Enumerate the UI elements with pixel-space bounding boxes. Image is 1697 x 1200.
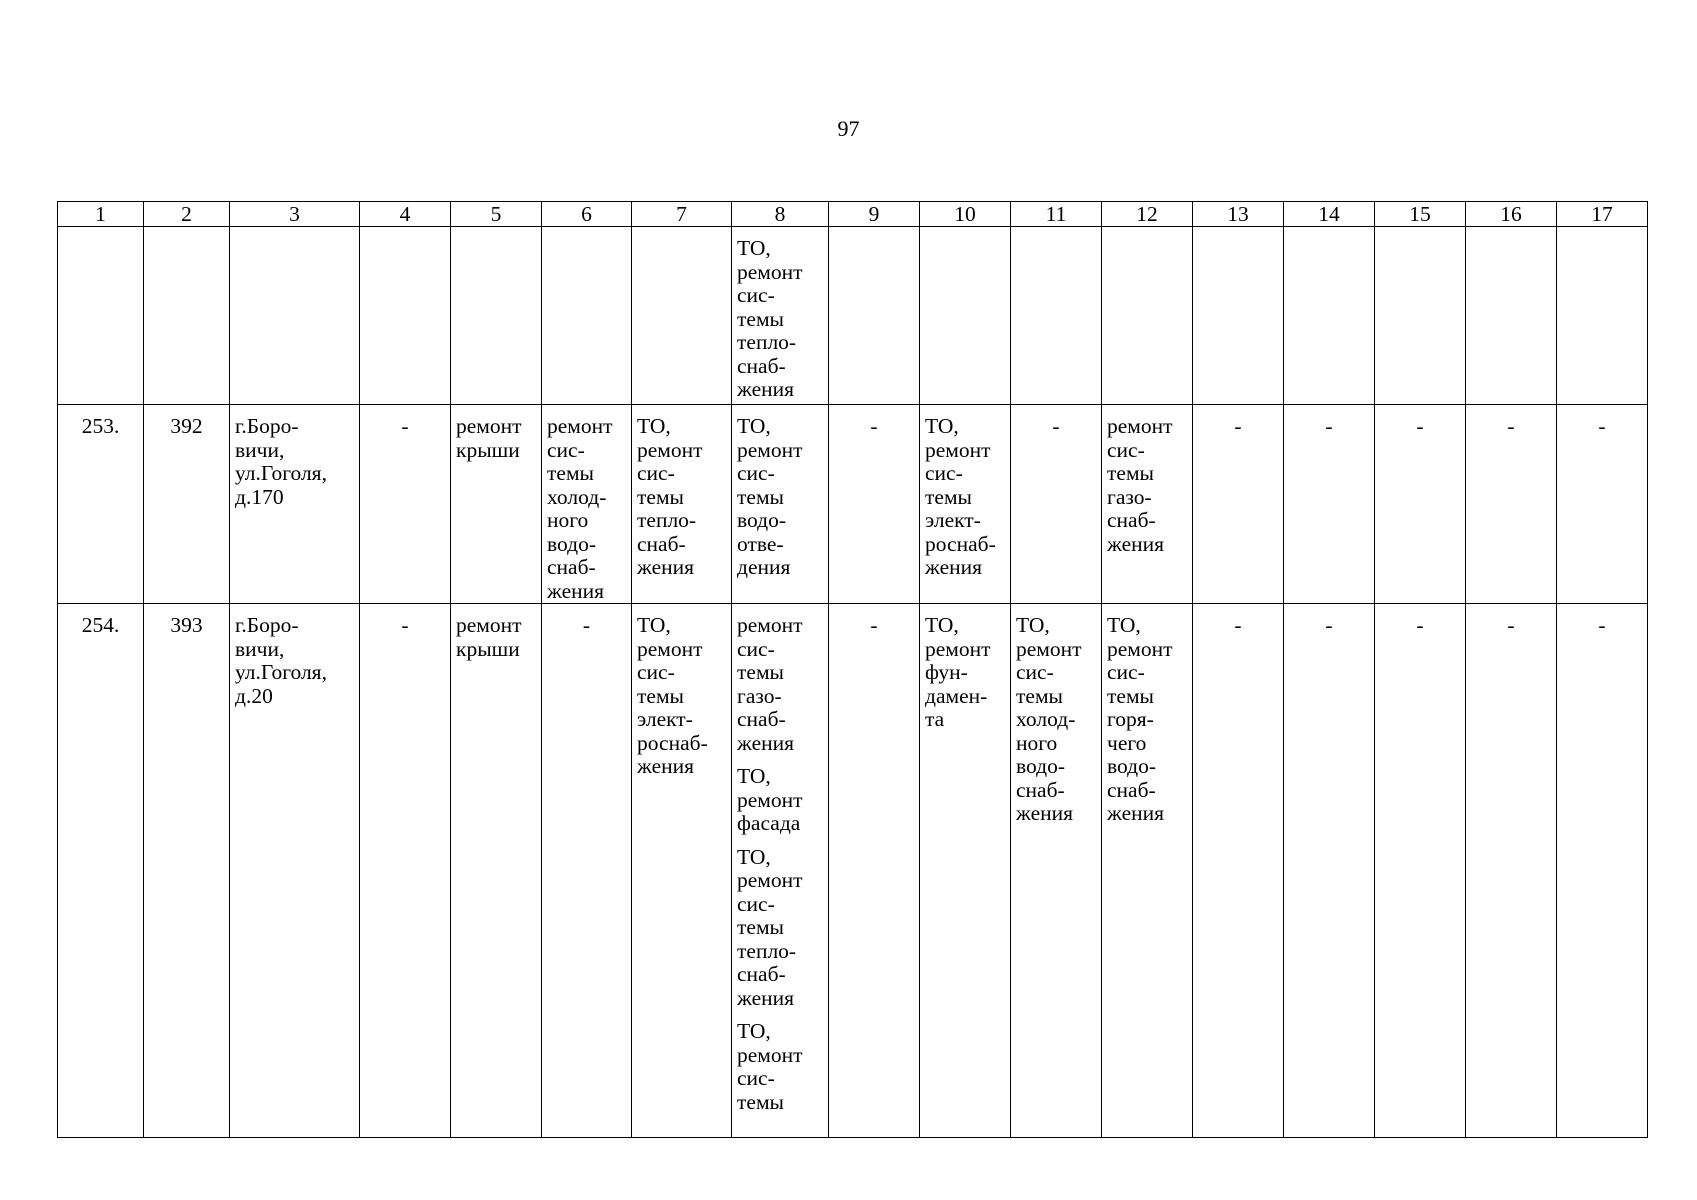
cell-text-line: снаб- bbox=[547, 555, 596, 579]
cell-content bbox=[360, 604, 450, 638]
table-cell bbox=[451, 227, 542, 405]
cell-text-line: фун- bbox=[925, 660, 968, 684]
cell-text-line: ТО, bbox=[925, 414, 959, 438]
cell-text-line: ремонт bbox=[737, 259, 803, 284]
cell-content bbox=[360, 405, 450, 439]
cell-content bbox=[1284, 604, 1374, 638]
cell-text-line: ремонт bbox=[456, 414, 522, 438]
cell-text-line: ного bbox=[547, 508, 589, 532]
table-cell bbox=[360, 405, 451, 604]
cell-text-line: тепло- bbox=[637, 508, 697, 532]
cell-text-line: темы bbox=[637, 683, 684, 708]
table-cell bbox=[1466, 405, 1557, 604]
cell-text-line: сис- bbox=[737, 461, 775, 485]
cell-entry bbox=[1193, 614, 1283, 638]
table-cell bbox=[1375, 604, 1466, 1138]
table-cell bbox=[1466, 227, 1557, 405]
cell-text-line: ремонт bbox=[737, 787, 803, 812]
cell-entry bbox=[1557, 614, 1647, 638]
cell-text-line: элект- bbox=[637, 707, 693, 731]
table-cell bbox=[542, 604, 632, 1138]
cell-text-line: - bbox=[1325, 414, 1333, 438]
cell-text-line: ремонт bbox=[637, 636, 703, 661]
cell-content bbox=[732, 405, 828, 580]
cell-text-line: темы bbox=[737, 484, 784, 509]
cell-content bbox=[632, 405, 731, 580]
cell-text-line: чего bbox=[1107, 730, 1147, 755]
cell-text-line: дения bbox=[737, 555, 791, 579]
cell-content bbox=[829, 227, 919, 237]
cell-text-line: сис- bbox=[737, 283, 775, 307]
cell-text-line: темы bbox=[637, 484, 684, 509]
column-number: 12 bbox=[1102, 202, 1193, 227]
cell-content bbox=[1193, 227, 1283, 237]
table-cell bbox=[1011, 604, 1102, 1138]
cell-text-line: - bbox=[1234, 613, 1242, 637]
cell-text-line: - bbox=[870, 414, 878, 438]
cell-text-line: газо- bbox=[737, 683, 782, 708]
table-cell bbox=[451, 405, 542, 604]
cell-text-line: роснаб- bbox=[637, 730, 708, 755]
cell-entry bbox=[637, 614, 729, 779]
table-cell bbox=[451, 604, 542, 1138]
cell-text-line: сис- bbox=[737, 891, 775, 916]
table-cell bbox=[1557, 405, 1648, 604]
table-cell bbox=[829, 604, 920, 1138]
table-cell bbox=[58, 405, 144, 604]
table-cell bbox=[732, 227, 829, 405]
cell-text-line: жения bbox=[925, 555, 983, 579]
table-cell bbox=[920, 227, 1011, 405]
table-cell bbox=[1102, 604, 1193, 1138]
cell-entry bbox=[1557, 415, 1647, 439]
column-number: 11 bbox=[1011, 202, 1102, 227]
cell-content bbox=[230, 604, 359, 708]
cell-text-line: - bbox=[870, 613, 878, 637]
cell-content bbox=[1193, 405, 1283, 439]
table-cell bbox=[829, 227, 920, 405]
cell-content bbox=[1375, 604, 1465, 638]
cell-text-line: ремонт bbox=[637, 437, 703, 462]
cell-text-line: жения bbox=[547, 578, 605, 603]
cell-text-line: - bbox=[1234, 414, 1242, 438]
cell-entry bbox=[235, 614, 357, 708]
cell-entry bbox=[1011, 415, 1101, 439]
cell-text-line: жения bbox=[737, 730, 795, 755]
cell-entry bbox=[1375, 614, 1465, 638]
table-cell bbox=[1375, 405, 1466, 604]
cell-text-line: жения bbox=[637, 555, 695, 579]
cell-text-line: ремонт bbox=[1107, 636, 1173, 661]
cell-entry bbox=[737, 846, 826, 1011]
cell-text-line: - bbox=[1325, 613, 1333, 637]
cell-content bbox=[1102, 405, 1192, 556]
table-cell bbox=[632, 227, 732, 405]
cell-text-line: ремонт bbox=[456, 613, 522, 637]
cell-content bbox=[1011, 227, 1101, 237]
cell-content bbox=[920, 604, 1010, 732]
cell-entry bbox=[829, 415, 919, 439]
cell-text-line: - bbox=[1052, 414, 1060, 438]
table-cell bbox=[1557, 604, 1648, 1138]
table-cell bbox=[1284, 227, 1375, 405]
cell-text-line: ремонт bbox=[1107, 414, 1173, 438]
cell-text-line: - bbox=[1416, 414, 1424, 438]
table-cell bbox=[732, 405, 829, 604]
cell-text-line: тепло- bbox=[737, 938, 797, 963]
table-cell bbox=[58, 604, 144, 1138]
cell-text-line: ремонт bbox=[737, 613, 803, 637]
cell-text-line: д.20 bbox=[235, 683, 273, 708]
cell-content bbox=[451, 405, 541, 462]
cell-text-line: крыши bbox=[456, 636, 520, 661]
cell-text-line: сис- bbox=[1107, 437, 1145, 462]
table-cell bbox=[58, 227, 144, 405]
table-cell bbox=[920, 604, 1011, 1138]
table-cell bbox=[732, 604, 829, 1138]
cell-text-line: вичи, bbox=[235, 636, 285, 661]
cell-content bbox=[1375, 405, 1465, 439]
cell-text-line: ТО, bbox=[737, 1019, 771, 1043]
cell-text-line: темы bbox=[547, 461, 594, 485]
cell-text-line: холод- bbox=[547, 484, 607, 509]
table-cell bbox=[920, 405, 1011, 604]
cell-text-line: ТО, bbox=[1016, 613, 1050, 637]
cell-content bbox=[732, 227, 828, 402]
table-cell bbox=[144, 405, 230, 604]
table-cell bbox=[1284, 604, 1375, 1138]
cell-entry bbox=[1016, 614, 1099, 826]
cell-entry bbox=[542, 614, 631, 638]
column-number: 9 bbox=[829, 202, 920, 227]
cell-entry bbox=[1107, 415, 1190, 556]
table-cell bbox=[1284, 405, 1375, 604]
page-number: 97 bbox=[837, 116, 860, 141]
cell-entry bbox=[1466, 614, 1556, 638]
cell-content bbox=[632, 227, 731, 237]
cell-text-line: д.170 bbox=[235, 484, 284, 509]
cell-text-line: ремонт bbox=[547, 414, 613, 438]
cell-text-line: темы bbox=[1107, 683, 1154, 708]
cell-text-line: г.Боро- bbox=[235, 414, 299, 438]
cell-text-line: холод- bbox=[1016, 707, 1076, 731]
cell-text-line: ТО, bbox=[925, 613, 959, 637]
table-cell bbox=[1193, 227, 1284, 405]
cell-text-line: ного bbox=[1016, 730, 1058, 755]
table-cell bbox=[144, 227, 230, 405]
cell-entry bbox=[925, 415, 1008, 580]
cell-text-line: сис- bbox=[547, 437, 585, 462]
cell-content bbox=[920, 227, 1010, 237]
cell-text-line: роснаб- bbox=[925, 531, 996, 556]
cell-text-line: ТО, bbox=[737, 236, 771, 260]
table-cell bbox=[1193, 405, 1284, 604]
cell-text-line: ул.Гоголя, bbox=[235, 461, 327, 485]
table-cell bbox=[1557, 227, 1648, 405]
cell-text-line: ТО, bbox=[737, 764, 771, 788]
table-cell bbox=[230, 405, 360, 604]
column-number: 6 bbox=[542, 202, 632, 227]
cell-entry bbox=[360, 415, 450, 439]
cell-entry bbox=[925, 614, 1008, 732]
cell-entry bbox=[235, 415, 357, 509]
cell-text-line: темы bbox=[737, 306, 784, 331]
cell-content bbox=[144, 604, 229, 638]
cell-text-line: сис- bbox=[1016, 660, 1054, 684]
cell-content bbox=[58, 227, 143, 237]
cell-text-line: жения bbox=[1107, 801, 1165, 825]
column-number: 14 bbox=[1284, 202, 1375, 227]
table-cell bbox=[1193, 604, 1284, 1138]
cell-text-line: сис- bbox=[637, 660, 675, 684]
cell-content bbox=[829, 604, 919, 638]
cell-text-line: ТО, bbox=[637, 613, 671, 637]
table-cell bbox=[230, 227, 360, 405]
cell-text-line: 393 bbox=[170, 613, 203, 637]
cell-text-line: жения bbox=[637, 754, 695, 778]
cell-content bbox=[1011, 604, 1101, 826]
table-cell bbox=[1466, 604, 1557, 1138]
cell-entry bbox=[737, 237, 826, 402]
cell-text-line: сис- bbox=[737, 1066, 775, 1090]
table-row bbox=[58, 227, 1648, 405]
cell-text-line: 253. bbox=[81, 414, 120, 438]
cell-content bbox=[1557, 405, 1647, 439]
cell-content bbox=[230, 227, 359, 237]
table-cell bbox=[1102, 227, 1193, 405]
cell-entry bbox=[829, 614, 919, 638]
cell-entry bbox=[456, 614, 539, 661]
cell-content bbox=[451, 604, 541, 661]
cell-text-line: ТО, bbox=[1107, 613, 1141, 637]
cell-text-line: темы bbox=[737, 660, 784, 684]
cell-content bbox=[829, 405, 919, 439]
cell-content bbox=[144, 227, 229, 237]
cell-text-line: ремонт bbox=[737, 437, 803, 462]
cell-text-line: ремонт bbox=[737, 1042, 803, 1067]
column-number: 8 bbox=[732, 202, 829, 227]
cell-text-line: дамен- bbox=[925, 683, 988, 708]
cell-content bbox=[360, 227, 450, 237]
cell-text-line: водо- bbox=[737, 508, 786, 532]
cell-content bbox=[1011, 405, 1101, 439]
cell-entry bbox=[1466, 415, 1556, 439]
cell-content bbox=[1557, 227, 1647, 237]
cell-text-line: - bbox=[401, 613, 409, 637]
cell-text-line: сис- bbox=[1107, 660, 1145, 684]
column-number: 1 bbox=[58, 202, 144, 227]
cell-entry bbox=[58, 415, 143, 439]
cell-text-line: снаб- bbox=[637, 531, 686, 556]
cell-text-line: фасада bbox=[737, 811, 801, 835]
cell-text-line: ремонт bbox=[1016, 636, 1082, 661]
cell-content bbox=[1466, 405, 1556, 439]
cell-text-line: водо- bbox=[1016, 754, 1065, 778]
cell-text-line: крыши bbox=[456, 437, 520, 462]
cell-entry bbox=[456, 415, 539, 462]
table-cell bbox=[829, 405, 920, 604]
cell-content bbox=[1466, 604, 1556, 638]
cell-text-line: ул.Гоголя, bbox=[235, 660, 327, 684]
cell-text-line: жения bbox=[737, 985, 795, 1010]
cell-text-line: ТО, bbox=[637, 414, 671, 438]
cell-text-line: водо- bbox=[547, 531, 596, 556]
table-cell bbox=[1102, 405, 1193, 604]
cell-entry bbox=[637, 415, 729, 580]
cell-text-line: водо- bbox=[1107, 754, 1156, 778]
cell-text-line: снаб- bbox=[737, 962, 786, 986]
cell-text-line: темы bbox=[925, 484, 972, 509]
table-cell bbox=[1375, 227, 1466, 405]
cell-text-line: вичи, bbox=[235, 437, 285, 462]
cell-content bbox=[1102, 604, 1192, 826]
cell-entry bbox=[144, 415, 229, 439]
column-number: 3 bbox=[230, 202, 360, 227]
cell-text-line: 392 bbox=[170, 414, 203, 438]
cell-text-line: тепло- bbox=[737, 330, 797, 354]
cell-entry bbox=[737, 1020, 826, 1114]
table-row bbox=[58, 604, 1648, 1138]
column-number: 2 bbox=[144, 202, 230, 227]
cell-text-line: снаб- bbox=[1107, 508, 1156, 532]
cell-text-line: темы bbox=[737, 915, 784, 939]
column-number: 13 bbox=[1193, 202, 1284, 227]
repair-schedule-table bbox=[57, 201, 1648, 1138]
column-number: 15 bbox=[1375, 202, 1466, 227]
cell-content bbox=[1284, 405, 1374, 439]
table-cell bbox=[542, 405, 632, 604]
cell-text-line: ТО, bbox=[737, 414, 771, 438]
cell-content bbox=[144, 405, 229, 439]
cell-text-line: сис- bbox=[925, 461, 963, 485]
cell-entry bbox=[737, 765, 826, 836]
cell-entry bbox=[1284, 415, 1374, 439]
cell-content bbox=[1557, 604, 1647, 638]
cell-text-line: снаб- bbox=[1016, 777, 1065, 802]
cell-content bbox=[632, 604, 731, 779]
cell-text-line: - bbox=[1416, 613, 1424, 637]
table-cell bbox=[230, 604, 360, 1138]
cell-text-line: - bbox=[1507, 613, 1515, 637]
cell-text-line: элект- bbox=[925, 508, 981, 532]
cell-text-line: жения bbox=[1107, 531, 1165, 556]
table-cell bbox=[632, 405, 732, 604]
cell-content bbox=[732, 604, 828, 1114]
table-cell bbox=[360, 604, 451, 1138]
table-cell bbox=[144, 604, 230, 1138]
cell-text-line: темы bbox=[1107, 461, 1154, 485]
cell-content bbox=[542, 227, 631, 237]
cell-text-line: темы bbox=[1016, 683, 1063, 708]
cell-content bbox=[542, 604, 631, 638]
cell-text-line: ремонт bbox=[925, 636, 991, 661]
cell-text-line: снаб- bbox=[737, 707, 786, 731]
cell-text-line: жения bbox=[737, 377, 795, 401]
cell-content bbox=[1284, 227, 1374, 237]
cell-content bbox=[230, 405, 359, 509]
table-cell bbox=[1011, 405, 1102, 604]
cell-text-line: темы bbox=[737, 1089, 784, 1114]
cell-text-line: газо- bbox=[1107, 484, 1152, 509]
table-row bbox=[58, 405, 1648, 604]
cell-content bbox=[1375, 227, 1465, 237]
cell-text-line: - bbox=[401, 414, 409, 438]
column-number: 5 bbox=[451, 202, 542, 227]
cell-text-line: горя- bbox=[1107, 707, 1154, 731]
cell-entry bbox=[737, 614, 826, 755]
cell-text-line: г.Боро- bbox=[235, 613, 299, 637]
cell-text-line: та bbox=[925, 707, 945, 731]
table-cell bbox=[632, 604, 732, 1138]
cell-entry bbox=[1193, 415, 1283, 439]
cell-content bbox=[58, 604, 143, 638]
cell-content bbox=[451, 227, 541, 237]
cell-content bbox=[1102, 227, 1192, 237]
column-number: 10 bbox=[920, 202, 1011, 227]
column-number-row bbox=[58, 202, 1648, 227]
column-number: 4 bbox=[360, 202, 451, 227]
cell-entry bbox=[547, 415, 629, 603]
cell-text-line: ремонт bbox=[925, 437, 991, 462]
cell-text-line: - bbox=[1507, 414, 1515, 438]
cell-entry bbox=[1107, 614, 1190, 826]
cell-text-line: ТО, bbox=[737, 844, 771, 869]
cell-content bbox=[542, 405, 631, 603]
cell-text-line: 254. bbox=[81, 613, 120, 637]
cell-entry bbox=[144, 614, 229, 638]
column-number: 16 bbox=[1466, 202, 1557, 227]
cell-text-line: - bbox=[1598, 613, 1606, 637]
cell-content bbox=[1466, 227, 1556, 237]
cell-text-line: снаб- bbox=[737, 353, 786, 378]
column-number: 17 bbox=[1557, 202, 1648, 227]
cell-text-line: отве- bbox=[737, 531, 784, 556]
cell-text-line: снаб- bbox=[1107, 777, 1156, 802]
cell-text-line: сис- bbox=[637, 461, 675, 485]
cell-content bbox=[920, 405, 1010, 580]
table-cell bbox=[1011, 227, 1102, 405]
column-number: 7 bbox=[632, 202, 732, 227]
cell-text-line: ремонт bbox=[737, 868, 803, 892]
table-cell bbox=[360, 227, 451, 405]
cell-entry bbox=[58, 614, 143, 638]
cell-content bbox=[1193, 604, 1283, 638]
cell-entry bbox=[1284, 614, 1374, 638]
cell-content bbox=[58, 405, 143, 439]
cell-text-line: жения bbox=[1016, 801, 1074, 825]
cell-entry bbox=[360, 614, 450, 638]
cell-text-line: сис- bbox=[737, 636, 775, 661]
table-cell bbox=[542, 227, 632, 405]
cell-entry bbox=[1375, 415, 1465, 439]
cell-entry bbox=[737, 415, 826, 580]
cell-text-line: - bbox=[582, 613, 591, 637]
cell-text-line: - bbox=[1598, 414, 1606, 438]
